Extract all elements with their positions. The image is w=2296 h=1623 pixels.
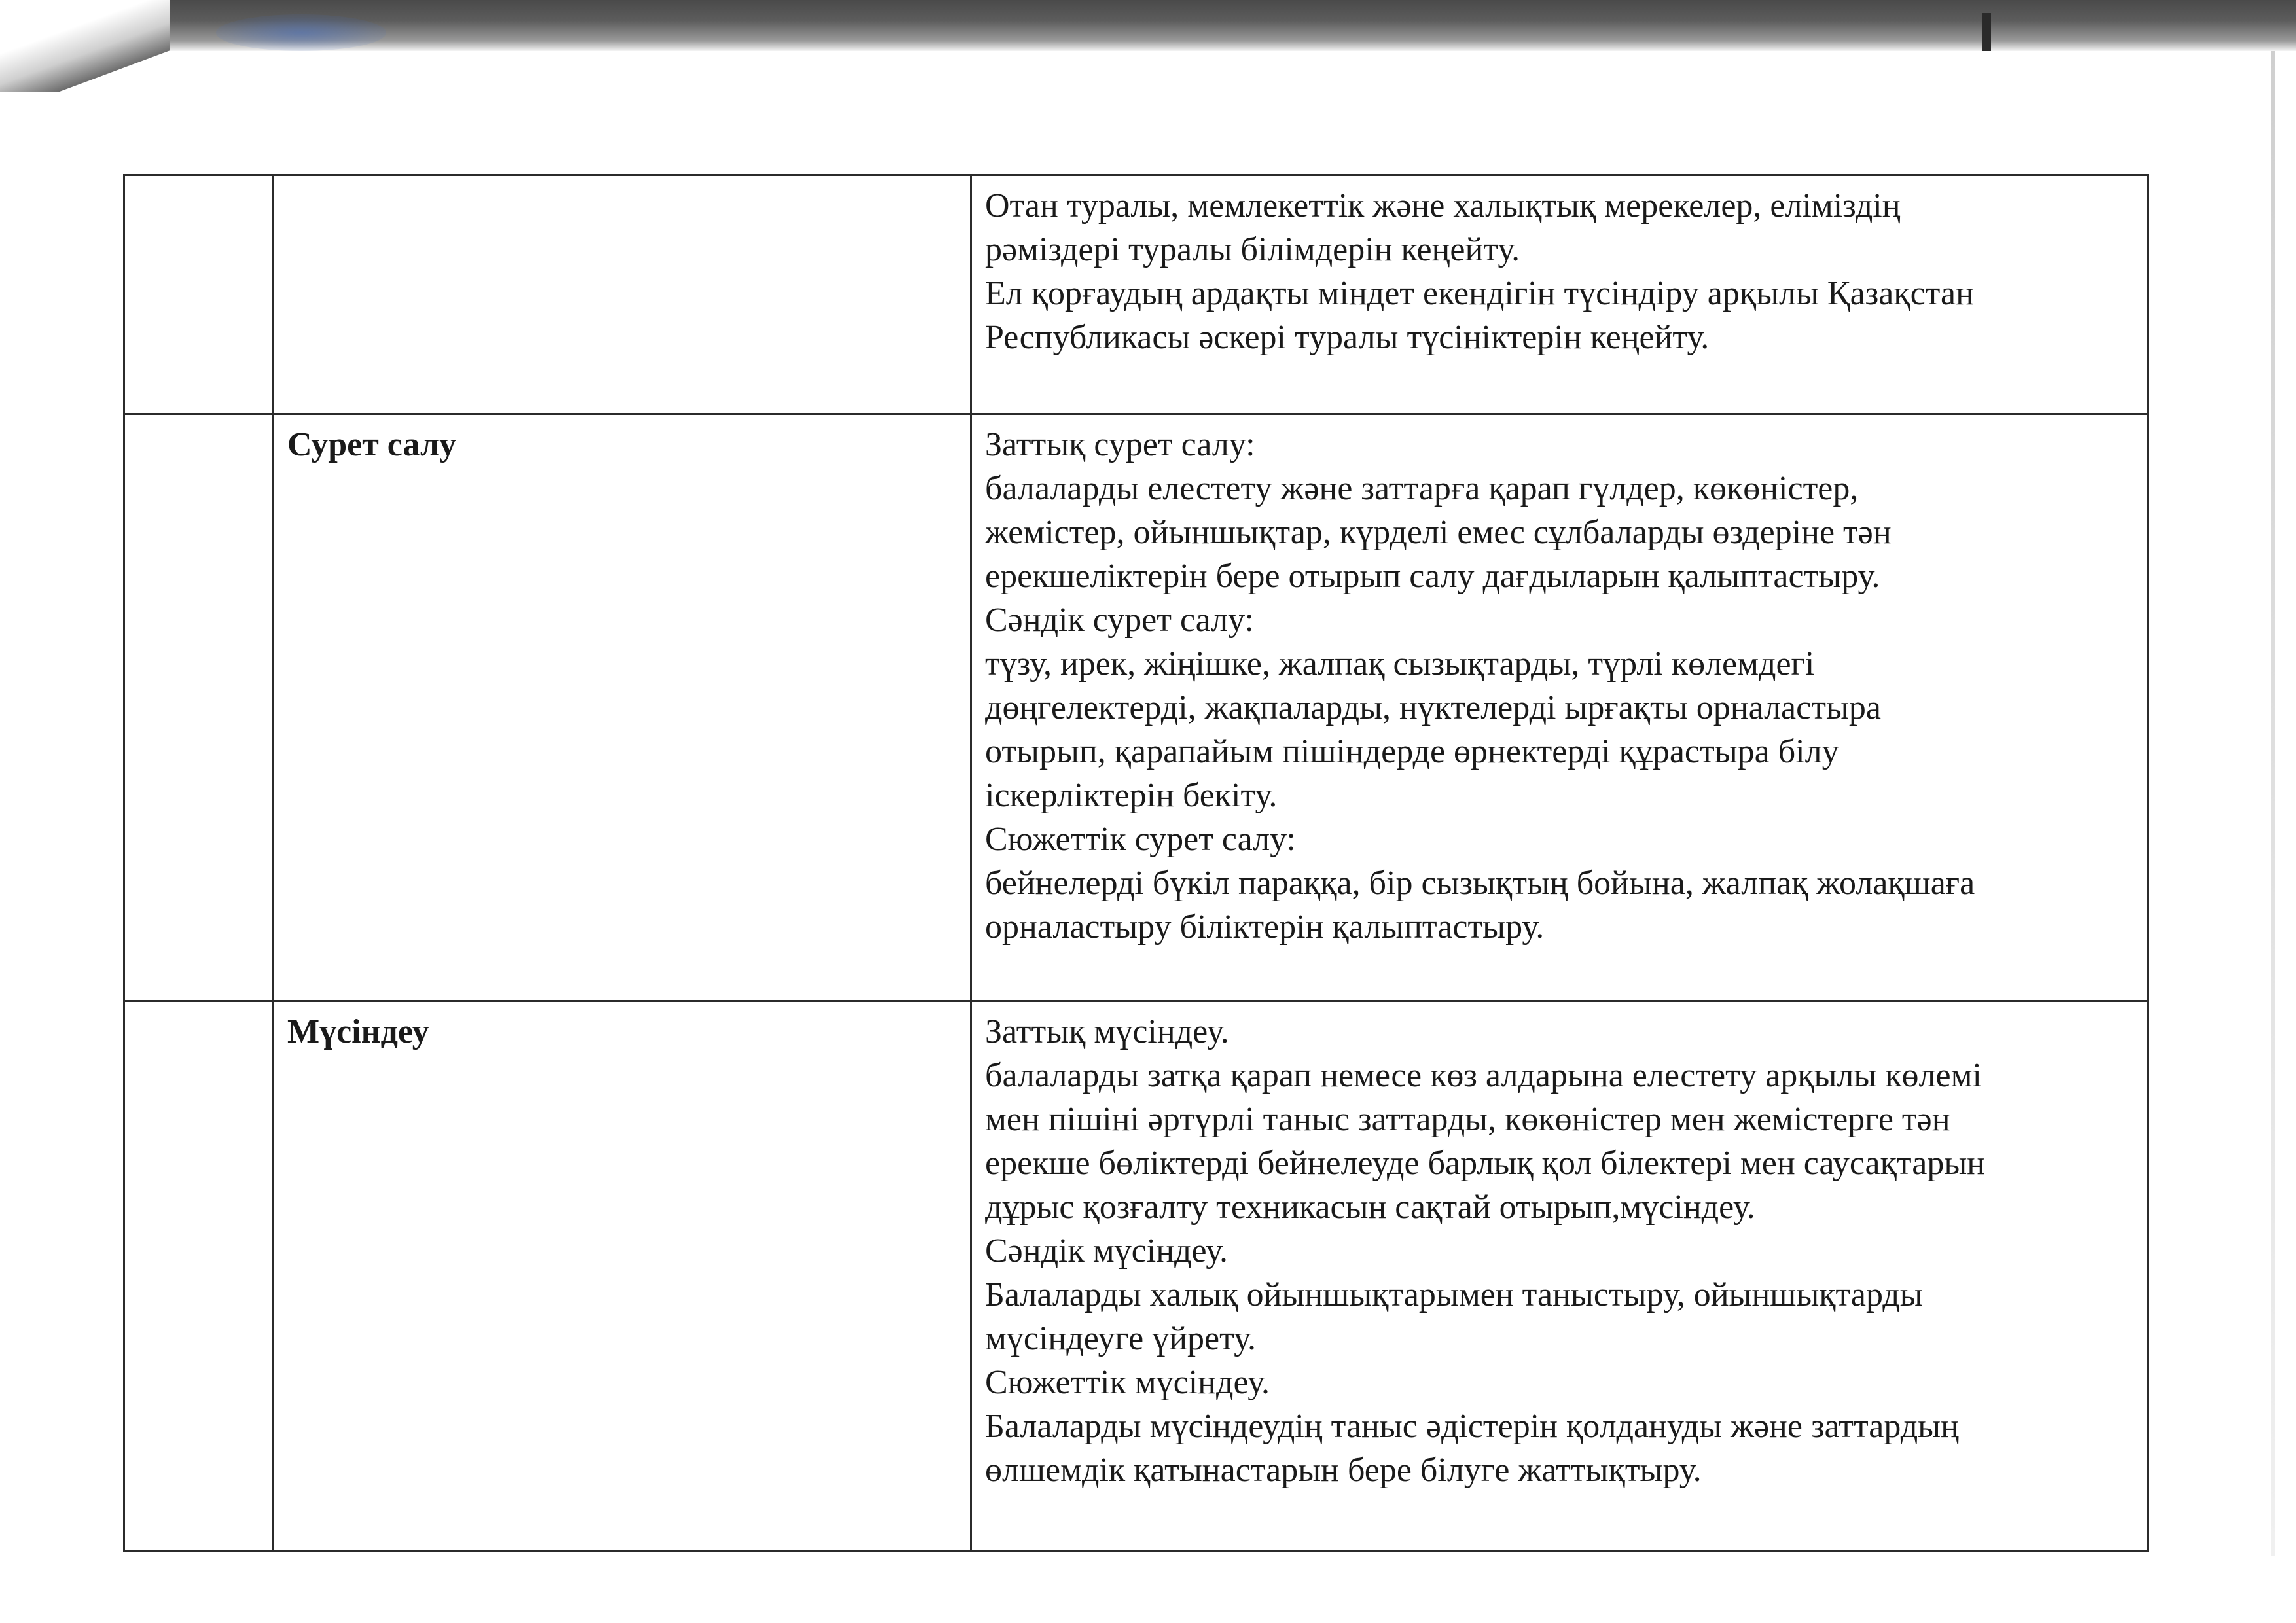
text-line: мен пішіні әртүрлі таныс заттарды, көкөністер мен жемістерге тән (985, 1101, 1950, 1138)
scan-right-shadow (2271, 51, 2275, 1556)
content-cell (971, 414, 2148, 1001)
text-line: Сюжеттік мүсіндеу. (985, 1364, 1270, 1401)
text-line: Балаларды мүсіндеудің таныс әдістерін қолдануды және заттардың (985, 1408, 1959, 1445)
text-line: түзу, ирек, жіңішке, жалпақ сызықтарды, түрлі көлемдегі (985, 645, 1815, 683)
text-line: Отан туралы, мемлекеттік және халықтық мерекелер, еліміздің (985, 187, 1901, 224)
scan-binder-mark (1982, 13, 1991, 51)
text-line: мүсіндеуге үйрету. (985, 1320, 1256, 1357)
section-title: Мүсіндеу (287, 1013, 429, 1050)
text-line: Заттық мүсіндеу. (985, 1013, 1229, 1050)
table-row (124, 414, 2148, 1001)
section-title-cell (274, 175, 971, 414)
content-cell (971, 1001, 2148, 1552)
text-line: іскерліктерін бекіту. (985, 777, 1278, 814)
text-line: балаларды елестету және заттарға қарап гүлдер, көкөністер, (985, 470, 1859, 507)
text-line: балаларды затқа қарап немесе көз алдарына елестету арқылы көлемі (985, 1057, 1982, 1094)
section-title: Сурет салу (287, 426, 457, 463)
text-line: ерекше бөліктерді бейнелеуде барлық қол білектері мен саусақтарын (985, 1145, 1986, 1182)
text-line: Ел қорғаудың ардақты міндет екендігін түсіндіру арқылы Қазақстан (985, 275, 1974, 312)
section-title-cell (274, 1001, 971, 1552)
text-line: Заттық сурет салу: (985, 426, 1255, 463)
text-line: Сюжеттік сурет салу: (985, 821, 1296, 858)
text-line: рәміздері туралы білімдерін кеңейту. (985, 231, 1520, 268)
text-line: бейнелерді бүкіл параққа, бір сызықтың бойына, жалпақ жолақшаға (985, 865, 1975, 902)
text-line: өлшемдік қатынастарын бере білуге жаттықтыру. (985, 1452, 1702, 1489)
text-line: Балаларды халық ойыншықтарымен таныстыру, ойыншықтарды (985, 1276, 1923, 1313)
table-row (124, 1001, 2148, 1552)
text-line: жемістер, ойыншықтар, күрделі емес сұлбаларды өздеріне тән (985, 514, 1892, 551)
text-line: Сәндік мүсіндеу. (985, 1232, 1229, 1270)
curriculum-table (123, 174, 2149, 1552)
text-line: Сәндік сурет салу: (985, 601, 1254, 639)
text-line: дұрыс қозғалту техникасын сақтай отырып,мүсіндеу. (985, 1188, 1755, 1226)
text-line: отырып, қарапайым пішіндерде өрнектерді құрастыра білу (985, 733, 1839, 770)
text-line: ерекшеліктерін бере отырып салу дағдыларын қалыптастыру. (985, 558, 1880, 595)
empty-cell (124, 414, 274, 1001)
scan-smudge (216, 14, 386, 51)
empty-cell (124, 1001, 274, 1552)
text-line: дөңгелектерді, жақпаларды, нүктелерді ырғақты орналастыра (985, 689, 1881, 726)
table-row (124, 175, 2148, 414)
empty-cell (124, 175, 274, 414)
text-line: орналастыру біліктерін қалыптастыру. (985, 908, 1545, 946)
content-cell (971, 175, 2148, 414)
section-title-cell (274, 414, 971, 1001)
text-line: Республикасы әскері туралы түсініктерін кеңейту. (985, 319, 1710, 356)
